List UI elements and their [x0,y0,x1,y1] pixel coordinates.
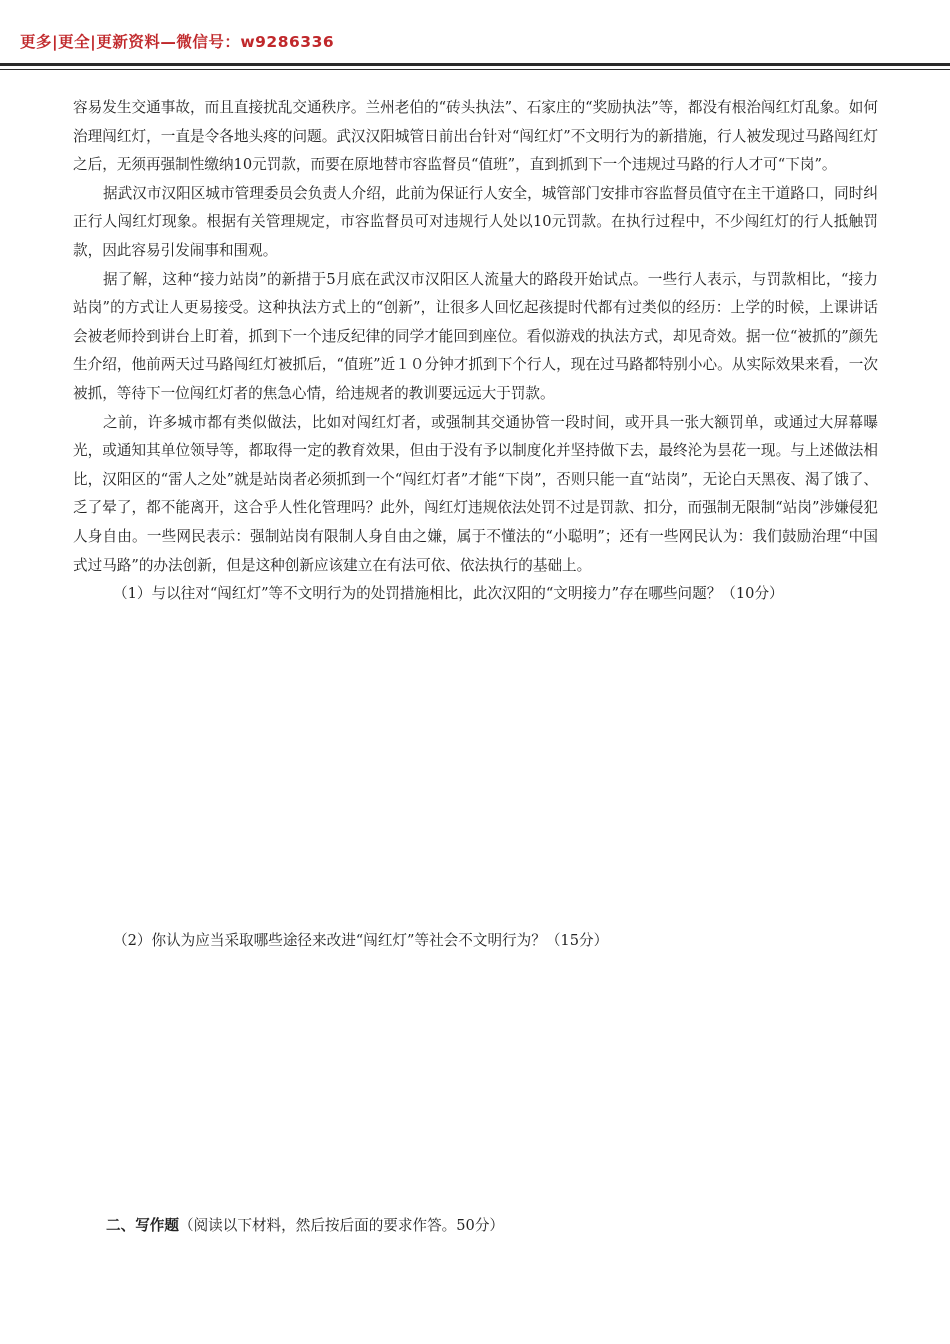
paragraph-1: 容易发生交通事故，而且直接扰乱交通秩序。兰州老伯的“砖头执法”、石家庄的“奖励执法”等，都没有根治闯红灯乱象。如何治理闯红灯，一直是令各地头疼的问题。武汉汉阳城管日前出台针对“闯红灯”不文明行为的新措施，行人被发现过马路闯红灯之后，无须再强制性缴纳10元罚款，而要在原地替市容监督员“值班”，直到抓到下一个违规过马路的行人才可“下岗”。 [73,99,878,174]
document-body [73,94,878,609]
writing-section-heading [106,1212,504,1241]
paragraph-3: 据了解，这种“接力站岗”的新措于5月底在武汉市汉阳区人流量大的路段开始试点。一些行人表示，与罚款相比，“接力站岗”的方式让人更易接受。这种执法方式上的“创新”，让很多人回忆起孩提时代都有过类似的经历：上学的时候，上课讲话会被老师拎到讲台上盯着，抓到下一个违反纪律的同学才能回到座位。看似游戏的执法方式，却见奇效。据一位“被抓的”颜先生介绍，他前两天过马路闯红灯被抓后，“值班”近１０分钟才抓到下个行人，现在过马路都特别小心。从实际效果来看，一次被抓，等待下一位闯红灯者的焦急心情，给违规者的教训要远远大于罚款。 [73,270,878,402]
paragraph-2: 据武汉市汉阳区城市管理委员会负责人介绍，此前为保证行人安全，城管部门安排市容监督员值守在主干道路口，同时纠正行人闯红灯现象。根据有关管理规定，市容监督员可对违规行人处以10元罚款。在执行过程中，不少闯红灯的行人抵触罚款，因此容易引发闹事和围观。 [73,184,878,259]
section-instruction: （阅读以下材料，然后按后面的要求作答。50分） [178,1217,505,1234]
header-divider-thick [0,63,950,66]
question-1: （1）与以往对“闯红灯”等不文明行为的处罚措施相比，此次汉阳的“文明接力”存在哪些问题？（10分） [113,585,784,603]
header-divider-thin [0,69,950,70]
page-header-watermark: 更多|更全|更新资料—微信号：w9286336 [20,33,335,51]
question-2: （2）你认为应当采取哪些途径来改进“闯红灯”等社会不文明行为？（15分） [113,932,609,949]
section-title: 二、写作题 [106,1217,179,1234]
paragraph-4: 之前，许多城市都有类似做法，比如对闯红灯者，或强制其交通协管一段时间，或开具一张大额罚单，或通过大屏幕曝光，或通知其单位领导等，都取得一定的教育效果，但由于没有予以制度化并坚持做下去，最终沦为昙花一现。与上述做法相比，汉阳区的“雷人之处”就是站岗者必须抓到一个“闯红灯者”才能“下岗”，否则只能一直“站岗”，无论白天黑夜、渴了饿了、乏了晕了，都不能离开，这合乎人性化管理吗？此外，闯红灯违规依法处罚不过是罚款、扣分，而强制无限制“站岗”涉嫌侵犯人身自由。一些网民表示：强制站岗有限制人身自由之嫌，属于不懂法的“小聪明”；还有一些网民认为：我们鼓励治理“中国式过马路”的办法创新，但是这种创新应该建立在有法可依、依法执行的基础上。 [73,413,878,574]
